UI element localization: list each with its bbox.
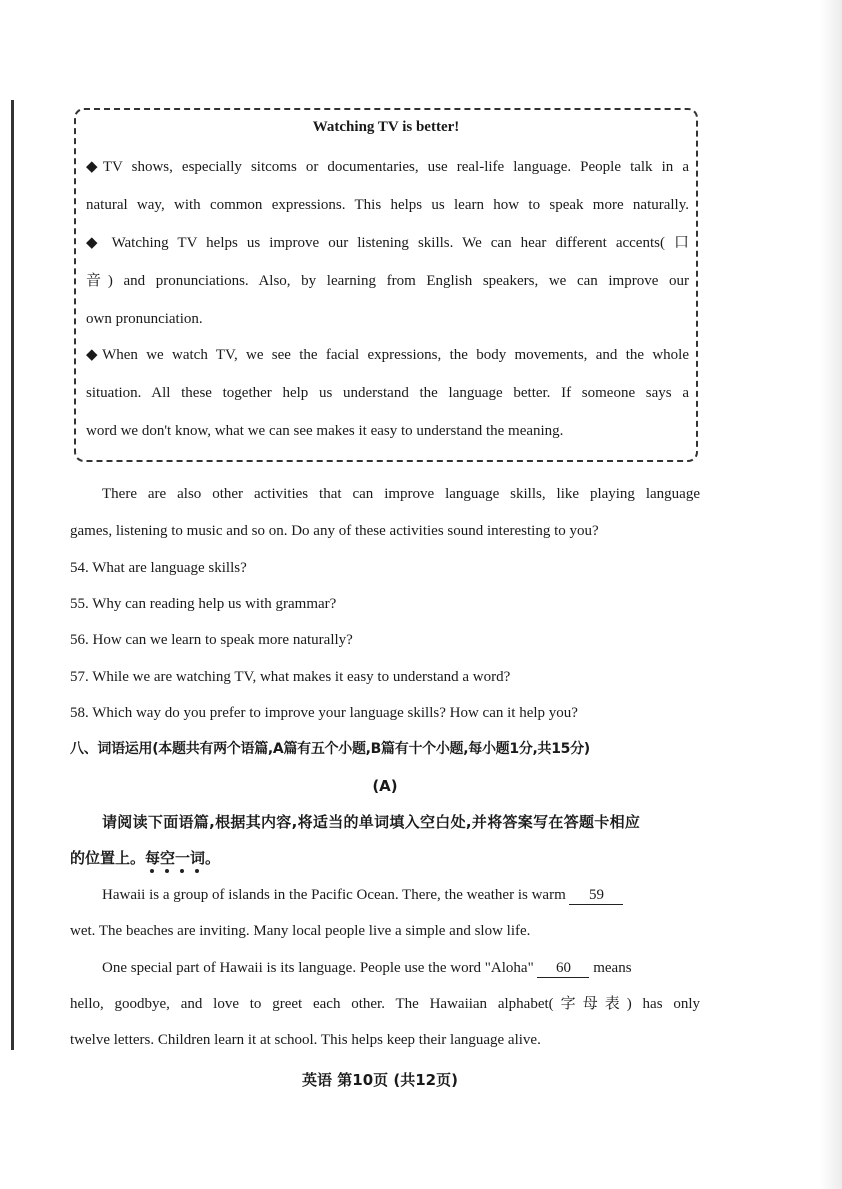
- emphasized-text: [145, 849, 205, 867]
- callout-line: ◆ Watching TV helps us improve our listening skills. We can hear different accents( 口: [86, 235, 689, 251]
- callout-line: ◆TV shows, especially sitcoms or documentaries, use real-life language. People talk in a: [86, 159, 689, 175]
- instruction-line-2: [70, 848, 220, 868]
- emphasis-dot: [165, 869, 169, 873]
- callout-line: word we don't know, what we can see makes it easy to understand the meaning.: [86, 423, 564, 439]
- blank-60: 60: [537, 959, 589, 978]
- passage-line: twelve letters. Children learn it at school. This helps keep their language alive.: [70, 1032, 541, 1048]
- callout-line: own pronunciation.: [86, 311, 203, 327]
- question-57: 57. While we are watching TV, what makes it easy to understand a word?: [70, 669, 511, 685]
- paragraph-line: There are also other activities that can improve language skills, like playing language: [102, 486, 700, 502]
- callout-line: 音) and pronunciations. Also, by learning from English speakers, we can improve our: [86, 273, 689, 289]
- part-label: (A): [372, 777, 398, 795]
- emphasis-dot: [180, 869, 184, 873]
- callout-title: Watching TV is better!: [312, 119, 460, 135]
- emphasized-words: 每空一词: [145, 849, 206, 867]
- passage-text: Hawaii is a group of islands in the Pacific Ocean. There, the weather is warm: [102, 887, 566, 903]
- passage-text: One special part of Hawaii is its language. People use the word "Aloha": [102, 960, 534, 976]
- scan-edge-shade: [820, 0, 842, 1189]
- passage-text: means: [593, 960, 632, 976]
- instruction-text: 。: [205, 849, 221, 867]
- passage-line: [102, 885, 700, 905]
- blank-59: 59: [569, 886, 623, 905]
- instruction-text: 的位置上。: [70, 849, 146, 867]
- question-54: 54. What are language skills?: [70, 560, 247, 576]
- emphasis-dot: [195, 869, 199, 873]
- section-heading: 八、词语运用(本题共有两个语篇,A篇有五个小题,B篇有十个小题,每小题1分,共15分): [70, 741, 590, 757]
- question-58: 58. Which way do you prefer to improve your language skills? How can it help you?: [70, 705, 578, 721]
- passage-line: [102, 958, 700, 978]
- page-footer: 英语 第10页 (共12页): [302, 1071, 458, 1089]
- passage-line: wet. The beaches are inviting. Many local people live a simple and slow life.: [70, 923, 531, 939]
- question-56: 56. How can we learn to speak more naturally?: [70, 632, 353, 648]
- paragraph-line: games, listening to music and so on. Do any of these activities sound interesting to you?: [70, 523, 599, 539]
- callout-line: ◆When we watch TV, we see the facial expressions, the body movements, and the whole: [86, 347, 689, 363]
- instruction-line-1: 请阅读下面语篇,根据其内容,将适当的单词填入空白处,并将答案写在答题卡相应: [102, 813, 641, 831]
- callout-line: situation. All these together help us understand the language better. If someone says a: [86, 385, 689, 401]
- question-55: 55. Why can reading help us with grammar?: [70, 596, 337, 612]
- emphasis-dot: [150, 869, 154, 873]
- passage-line: hello, goodbye, and love to greet each other. The Hawaiian alphabet(字母表) has only: [70, 996, 700, 1012]
- binding-margin-line: [11, 100, 14, 1050]
- callout-line: natural way, with common expressions. This helps us learn how to speak more naturally.: [86, 197, 689, 213]
